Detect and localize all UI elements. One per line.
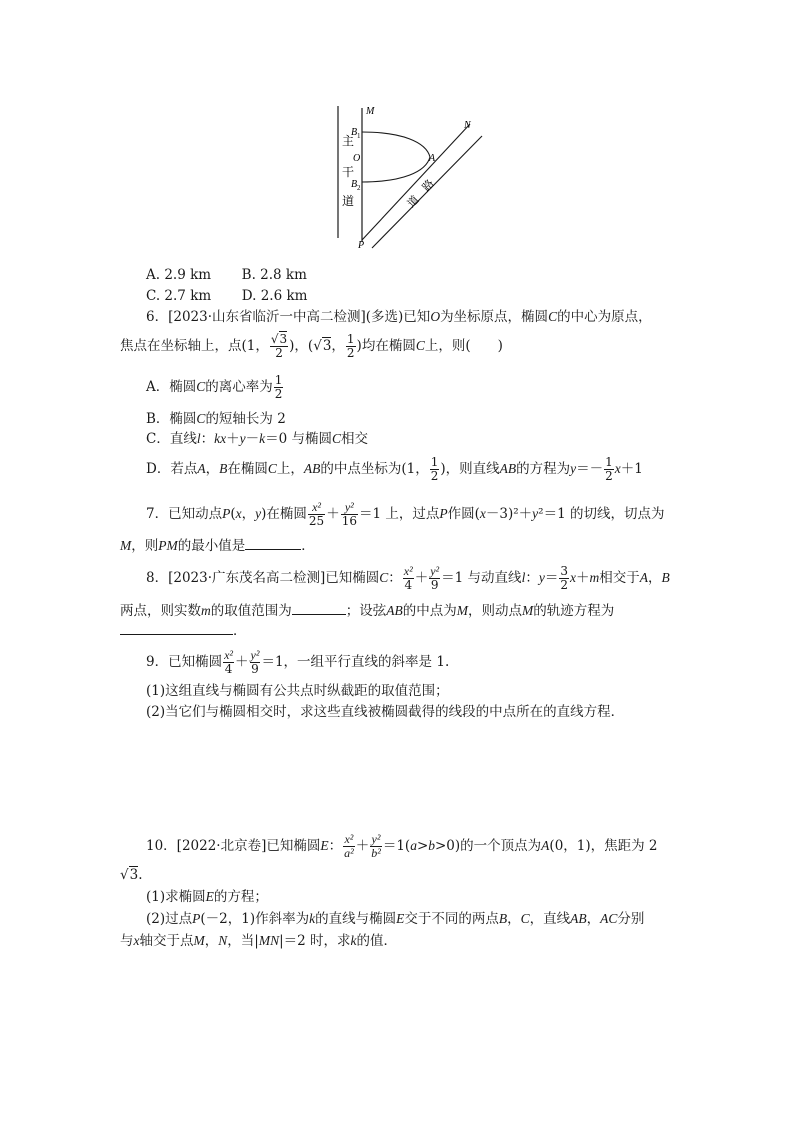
q5-option-a: A. 2.9 km (146, 267, 212, 283)
q9-part2: (2)当它们与椭圆相交时，求这些直线被椭圆截得的线段的中点所在的直线方程． (146, 704, 625, 720)
q9-part1: (1)这组直线与椭圆有公共点时纵截距的取值范围； (146, 683, 449, 699)
label-B2-sub: 2 (357, 184, 361, 192)
label-M: M (366, 106, 375, 117)
q8-range-blank[interactable] (292, 600, 346, 615)
q10-part1: (1)求椭圆E的方程； (146, 889, 268, 905)
label-B2: B (351, 179, 358, 190)
label-B1-sub: 1 (357, 132, 361, 140)
half-ellipse (362, 132, 430, 182)
label-N: N (464, 120, 471, 131)
q7-stem-line2: M，则PM的最小值是 ． (120, 535, 315, 555)
q10-part2-line2: 与x轴交于点M，N，当|MN|＝2 时，求k的值． (120, 933, 398, 949)
q7-answer-blank[interactable] (245, 535, 301, 550)
label-B1: B (351, 127, 358, 138)
road-label: 道 路 (405, 177, 437, 211)
q10-stem-line1: 10．[2022·北京卷]已知椭圆E： $\frac{\text{x²}}{\text{a²}}$ ＋ $\frac{\text{y²}}{\text{b²}}$ ＝1(a>b>0)的一个顶点为A(0，1)，焦距为 2 (146, 832, 658, 860)
main-road-char-2: 干 (342, 165, 355, 179)
label-A: A (429, 153, 436, 164)
main-road-char-1: 主 (342, 134, 355, 148)
q8-trajectory-blank[interactable] (120, 620, 233, 635)
q6-option-c: C．直线l：kx＋y－k＝0 与椭圆C相交 (146, 431, 368, 447)
q6-option-d: D．若点A，B在椭圆C上，AB的中点坐标为(1， $\frac{1}{2}$ )，则直线AB的方程为y＝－ $\frac{1}{2}$ x＋1 (146, 455, 643, 483)
q8-stem-line2: 两点，则实数m的取值范围为 ；设弦AB的中点为M，则动点M的轨迹方程为 (120, 600, 614, 620)
q5-options-row2 (146, 287, 307, 305)
q5-option-b: B. 2.8 km (241, 267, 307, 283)
q10-part2-line1: (2)过点P(－2，1)作斜率为k的直线与椭圆E交于不同的两点B，C，直线AB，AC分别 (146, 911, 645, 927)
q5-option-d: D. 2.6 km (241, 288, 308, 304)
q5-option-c: C. 2.7 km (146, 288, 212, 304)
q8-stem-line3: ． (120, 620, 247, 640)
q6-stem-line2: 焦点在坐标轴上，点(1， $\frac{√3}{2}$ )，(√3， $\frac{1}{2}$ )均在椭圆C上，则( ) (120, 332, 503, 360)
q9-stem: 9．已知椭圆 $\frac{\text{x²}}{4}$ ＋ $\frac{\text{y²}}{9}$ ＝1，一组平行直线的斜率是 1. (146, 648, 450, 676)
ellipse-road-diagram (330, 100, 500, 255)
q6-option-a: A．椭圆C的离心率为 $\frac{1}{2}$ (146, 373, 283, 401)
q7-stem-line1: 7．已知动点P(x，y)在椭圆 $\frac{\text{x²}}{25}$ ＋ $\frac{\text{y²}}{16}$ ＝1 上，过点P作圆(x－3)²＋y²＝1 的切线，切点为 (146, 500, 665, 528)
fraction-1-over-2: $\frac{1}{2}$ (346, 332, 355, 360)
main-road-char-3: 道 (342, 194, 355, 208)
q6-option-b: B．椭圆C的短轴长为 2 (146, 411, 286, 427)
label-P: P (358, 240, 365, 251)
q10-stem-line2: √3. (120, 867, 143, 883)
q6-stem-line1: 6．[2023·山东省临沂一中高二检测](多选)已知O为坐标原点，椭圆C的中心为原点， (146, 309, 652, 325)
q8-stem-line1: 8．[2023·广东茂名高二检测]已知椭圆C： $\frac{\text{x²}}{4}$ ＋ $\frac{\text{y²}}{9}$ ＝1 与动直线l：y＝ $\frac{3}{2}$ x＋m相交于A，B (146, 564, 670, 592)
label-O: O (353, 153, 361, 164)
q5-options-row1 (146, 266, 307, 284)
fraction-sqrt3-over-2: $\frac{√3}{2}$ (270, 332, 288, 360)
